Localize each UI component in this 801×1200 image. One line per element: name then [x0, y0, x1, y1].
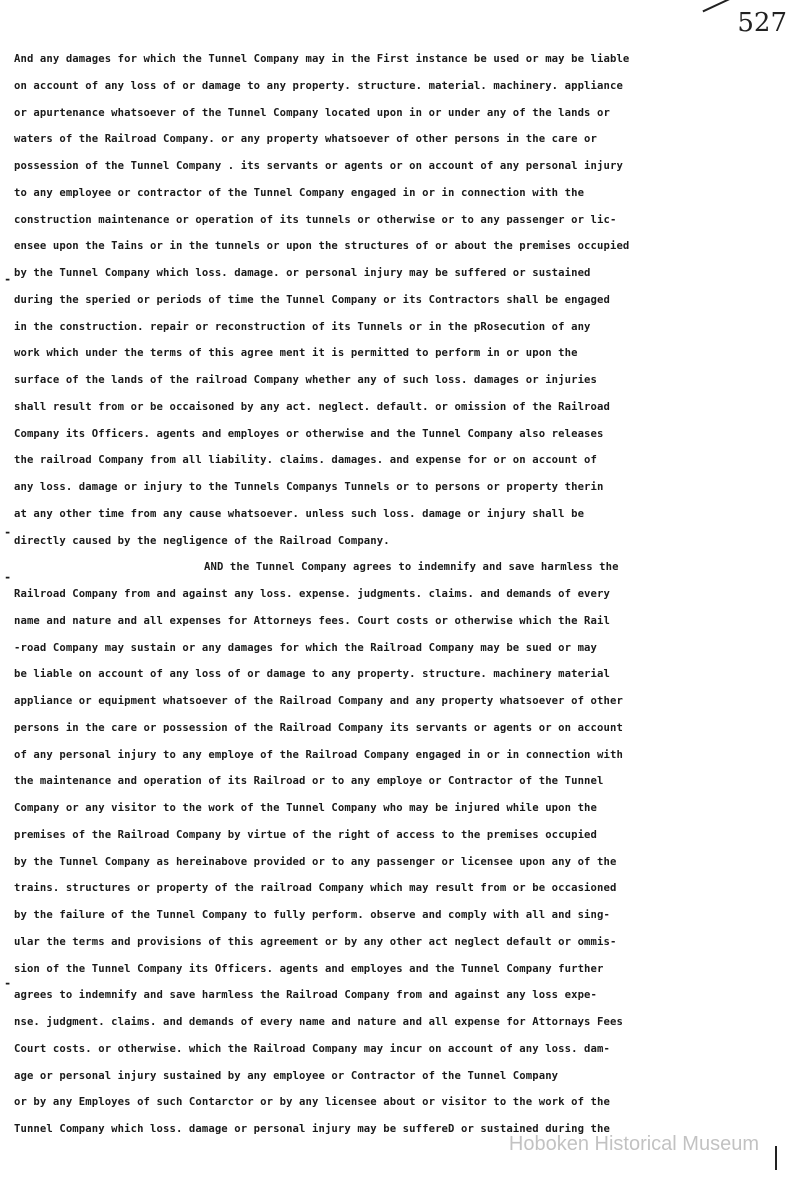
text-line: the railroad Company from all liability. claims. damages. and expense for or on account of: [14, 454, 598, 467]
text-line: nse. judgment. claims. and demands of every name and nature and all expense for Attornays Fees: [14, 1016, 623, 1028]
text-line: by the failure of the Tunnel Company to fully perform. observe and comply with all and sing-: [14, 909, 610, 921]
text-line: agrees to indemnify and save harmless the Railroad Company from and against any loss expe-: [14, 989, 598, 1002]
text-line: of any personal injury to any employe of the Railroad Company engaged in or in connection with: [14, 748, 623, 761]
text-line: construction maintenance or operation of its tunnels or otherwise or to any passenger or lic-: [14, 213, 617, 226]
text-line: by the Tunnel Company as hereinabove provided or to any passenger or licensee upon any of the: [14, 855, 617, 868]
text-line: or by any Employes of such Contarctor or by any licensee about or visitor to the work of the: [14, 1096, 610, 1109]
text-line: on account of any loss of or damage to any property. structure. material. machinery. appliance: [14, 79, 623, 92]
corner-pen-mark: [702, 0, 739, 12]
text-line: appliance or equipment whatsoever of the Railroad Company and any property whatsoever of other: [14, 695, 623, 707]
text-line: to any employee or contractor of the Tunnel Company engaged in or in connection with the: [14, 186, 585, 199]
text-line: AND the Tunnel Company agrees to indemnify and save harmless the: [204, 561, 619, 574]
margin-mark: -: [4, 525, 12, 539]
text-line: trains. structures or property of the railroad Company which may result from or be occasioned: [14, 882, 617, 895]
text-line: any loss. damage or injury to the Tunnels Companys Tunnels or to persons or property therin: [14, 481, 604, 493]
text-line: at any other time from any cause whatsoever. unless such loss. damage or injury shall be: [14, 507, 585, 520]
text-line: directly caused by the negligence of the Railroad Company.: [14, 534, 390, 547]
text-line: by the Tunnel Company which loss. damage. or personal injury may be suffered or sustained: [14, 267, 591, 279]
text-line: waters of the Railroad Company. or any property whatsoever of other persons in the care or: [14, 133, 598, 146]
text-line: possession of the Tunnel Company . its servants or agents or on account of any personal injury: [14, 160, 623, 172]
page-number: 527: [737, 8, 787, 38]
text-line: ensee upon the Tains or in the tunnels or upon the structures of or about the premises occupied: [14, 240, 630, 253]
margin-mark: -: [4, 272, 12, 286]
text-line: premises of the Railroad Company by virtue of the right of access to the premises occupied: [14, 828, 598, 841]
text-line: be liable on account of any loss of or damage to any property. structure. machinery material: [14, 668, 610, 681]
text-line: Company its Officers. agents and employes or otherwise and the Tunnel Company also releases: [14, 427, 604, 440]
text-line: Railroad Company from and against any loss. expense. judgments. claims. and demands of every: [14, 588, 610, 600]
margin-mark: -: [4, 976, 12, 990]
text-line: Company or any visitor to the work of the Tunnel Company who may be injured while upon the: [14, 802, 598, 814]
document-body: [14, 46, 744, 1143]
margin-pen-mark: [775, 1146, 777, 1170]
text-line: surface of the lands of the railroad Company whether any of such loss. damages or injuries: [14, 374, 598, 386]
text-line: during the speried or periods of time the Tunnel Company or its Contractors shall be engaged: [14, 293, 610, 306]
text-line: -road Company may sustain or any damages for which the Railroad Company may be sued or may: [14, 641, 598, 654]
text-line: name and nature and all expenses for Attorneys fees. Court costs or otherwise which the Rail: [14, 614, 610, 627]
text-line: the maintenance and operation of its Railroad or to any employe or Contractor of the Tunnel: [14, 775, 604, 788]
text-line: ular the terms and provisions of this agreement or by any other act neglect default or ommis-: [14, 935, 617, 948]
text-line: age or personal injury sustained by any employee or Contractor of the Tunnel Company: [14, 1069, 559, 1082]
text-line: or apurtenance whatsoever of the Tunnel Company located upon in or under any of the lands or: [14, 106, 610, 119]
text-line: in the construction. repair or reconstruction of its Tunnels or in the pRosecution of any: [14, 320, 591, 333]
text-line: shall result from or be occaisoned by any act. neglect. default. or omission of the Railroad: [14, 400, 610, 413]
text-line: Court costs. or otherwise. which the Railroad Company may incur on account of any loss. dam-: [14, 1042, 610, 1055]
text-line: And any damages for which the Tunnel Company may in the First instance be used or may be liable: [14, 53, 630, 65]
text-line: work which under the terms of this agree ment it is permitted to perform in or upon the: [14, 347, 578, 360]
museum-watermark: Hoboken Historical Museum: [508, 1133, 759, 1155]
margin-mark: -: [4, 570, 12, 584]
text-line: Tunnel Company which loss. damage or personal injury may be suffereD or sustained during the: [14, 1123, 610, 1135]
text-line: sion of the Tunnel Company its Officers. agents and employes and the Tunnel Company further: [14, 962, 604, 975]
text-line: persons in the care or possession of the Railroad Company its servants or agents or on account: [14, 721, 623, 734]
